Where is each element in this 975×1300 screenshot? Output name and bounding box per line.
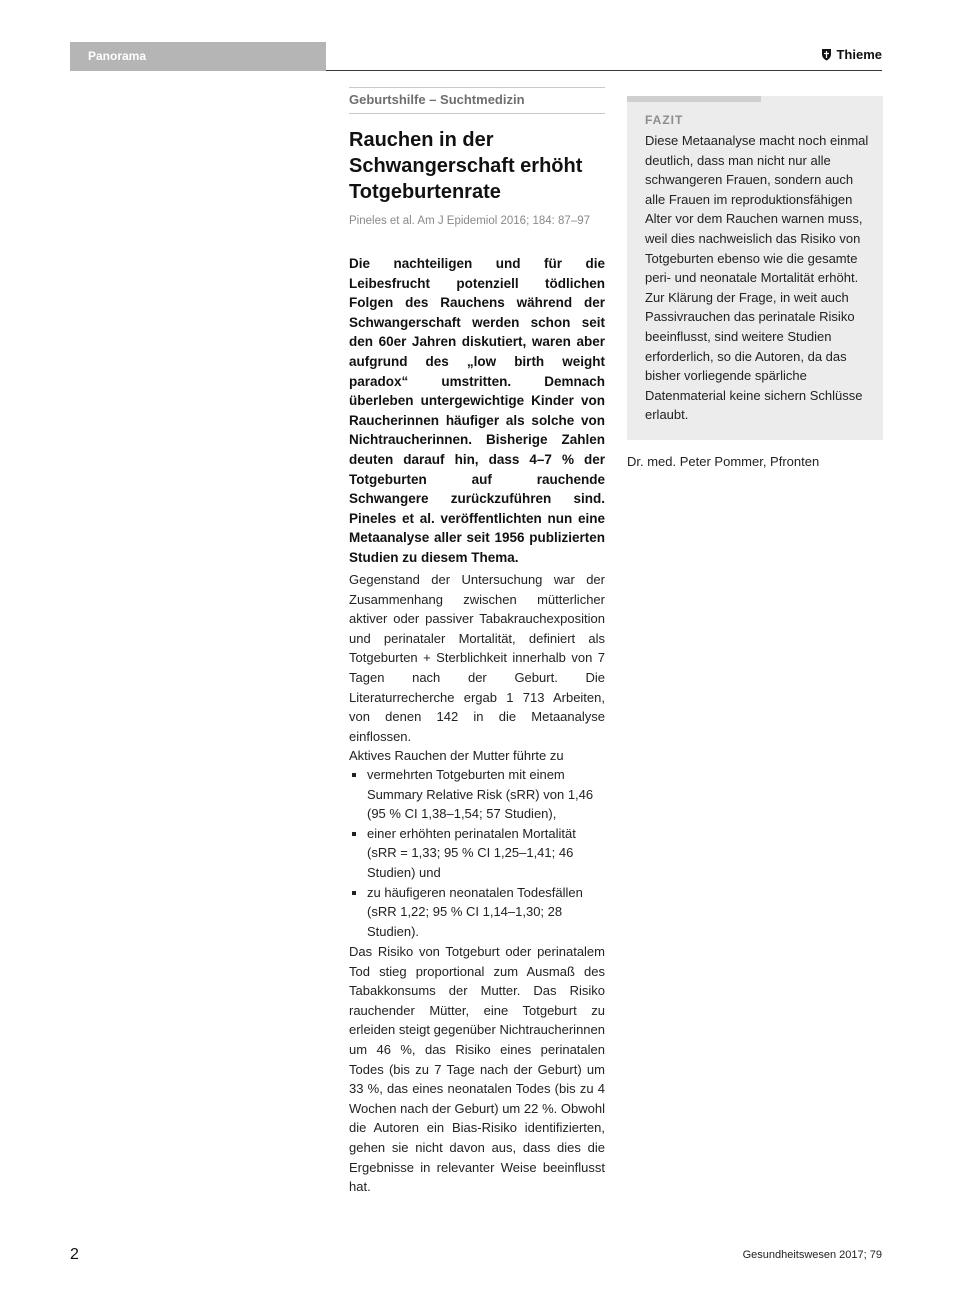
list-item <box>349 765 605 824</box>
article-citation: Pineles et al. Am J Epidemiol 2016; 184: 87–97 <box>349 215 591 227</box>
bullet-icon <box>352 773 356 777</box>
results-list <box>349 765 605 941</box>
list-item <box>349 883 605 942</box>
list-item-text: vermehrten Totgeburten mit einem Summary Relative Risk (sRR) von 1,46 (95 % CI 1,38–1,54; 57 Studien), <box>367 767 594 822</box>
publisher-logo <box>821 47 882 62</box>
fazit-label: FAZIT <box>645 113 684 127</box>
article-paragraph-2-intro: Aktives Rauchen der Mutter führte zu <box>349 748 564 763</box>
bullet-icon <box>352 891 356 895</box>
article-lead: Die nachteiligen und für die Leibesfrucht potenziell tödlichen Folgen des Rauchens während der Schwangerschaft werden schon seit den 60er Jahren diskutiert, waren aber aufgrund des „low birth weight paradox“ umstritten. Demnach überleben untergewichtige Kinder von Raucherinnen häufiger als solche von Nichtraucherinnen. Bisherige Zahlen deuten darauf hin, dass 4–7 % der Totgeburten auf rauchende Schwangere zurückzuführen sind. Pineles et al. veröffentlichten nun eine Metaanalyse aller seit 1956 publizierten Studien zu diesem Thema. <box>349 256 605 565</box>
list-item-text: zu häufigeren neonatalen Todesfällen (sRR 1,22; 95 % CI 1,14–1,30; 28 Studien). <box>367 884 583 939</box>
journal-reference: Gesundheitswesen 2017; 79 <box>742 1249 882 1261</box>
article-paragraph-3: Das Risiko von Totgeburt oder perinatalem Tod stieg proportional zum Ausmaß des Tabakkonsums der Mutter. Das Risiko rauchender Mütter, eine Totgeburt zu erleiden steigt gegenüber Nichtraucherinnen um 46 %, das Risiko eines perinatalen Todes (bis zu 7 Tage nach der Geburt) um 33 %, das eines neonatalen Todes (bis zu 4 Wochen nach der Geburt) um 22 %. Obwohl die Autoren ein Bias-Risiko identifizierten, gehen sie nicht davon aus, dass dies die Ergebnisse in relevanter Weise beeinflusst hat. <box>349 944 605 1195</box>
list-item <box>349 824 605 883</box>
author-line: Dr. med. Peter Pommer, Pfronten <box>627 454 820 469</box>
article-title: Rauchen in der Schwangerschaft erhöht Totgeburtenrate <box>349 129 583 203</box>
fazit-accent-bar <box>627 96 761 102</box>
publisher-name: Thieme <box>836 47 882 62</box>
thieme-shield-icon <box>821 48 832 61</box>
article-kicker: Geburtshilfe – Suchtmedizin <box>349 92 525 107</box>
section-tab: Panorama <box>70 42 326 71</box>
fazit-text: Diese Metaanalyse macht noch einmal deutlich, dass man nicht nur alle schwangeren Frauen, sondern auch alle Frauen im reproduktionsfähigen Alter vor dem Rauchen warnen muss, weil dies nachweislich das Risiko von Totgeburten ebenso wie die gesamte peri- und neonatale Mortalität erhöht. Zur Klärung der Frage, in weit auch Passivrauchen das perinatale Risiko beeinflusst, sind weitere Studien erforderlich, so die Autoren, da das bisher vorliegende spärliche Datenmaterial keine sichern Schlüsse erlaubt. <box>645 133 869 423</box>
kicker-rule-top <box>349 87 605 88</box>
header-rule <box>326 70 882 71</box>
bullet-icon <box>352 832 356 836</box>
list-item-text: einer erhöhten perinatalen Mortalität (sRR = 1,33; 95 % CI 1,25–1,41; 46 Studien) und <box>367 825 576 880</box>
page-number: 2 <box>70 1246 79 1263</box>
kicker-rule-bottom <box>349 113 605 114</box>
article-paragraph-1: Gegenstand der Untersuchung war der Zusammenhang zwischen mütterlicher aktiver oder passiver Tabakrauchexposition und perinataler Mortalität, definiert als Totgeburten + Sterblichkeit innerhalb von 7 Tagen nach der Geburt. Die Literaturrecherche ergab 1 713 Arbeiten, von denen 142 in die Metaanalyse einflossen. <box>349 572 605 744</box>
